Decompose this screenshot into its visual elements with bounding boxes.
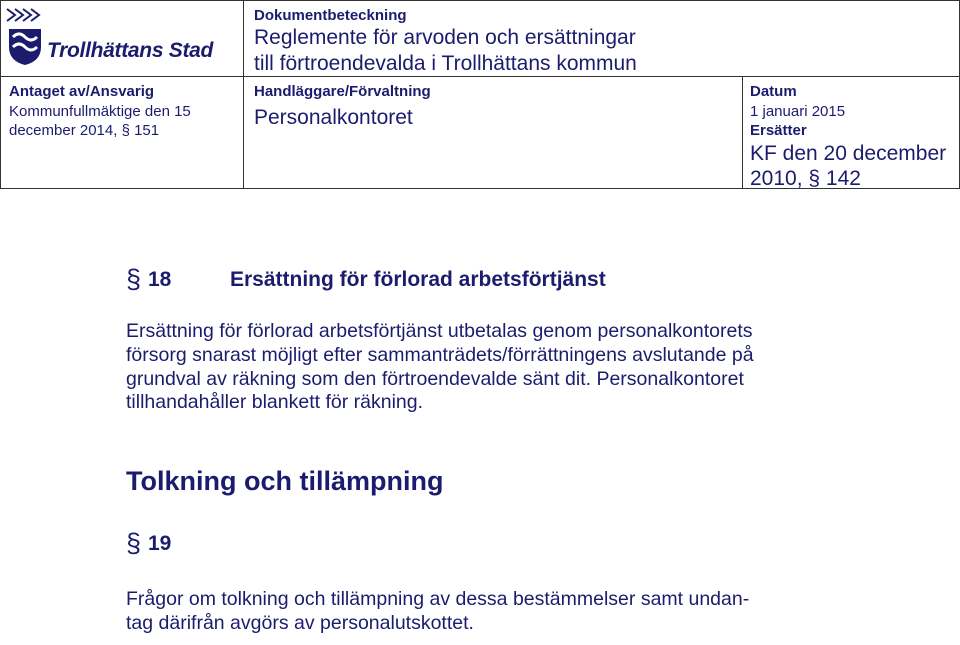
handler-label: Handläggare/Förvaltning	[254, 83, 431, 100]
section-title: Ersättning för förlorad arbetsförtjänst	[230, 268, 606, 291]
document-label: Dokumentbeteckning	[254, 7, 407, 24]
header-column-divider	[742, 76, 743, 188]
section-19-line-1: Frågor om tolkning och tillämpning av dessa bestämmelser samt undan-	[126, 588, 750, 610]
section-18-line-1: Ersättning för förlorad arbetsförtjänst utbetalas genom personalkontorets	[126, 320, 753, 342]
adopted-label: Antaget av/Ansvarig	[9, 83, 155, 100]
handler-value: Personalkontoret	[254, 106, 413, 129]
document-title-line-2: till förtroendevalda i Trollhättans kommun	[254, 52, 637, 75]
replaces-label: Ersätter	[750, 122, 807, 139]
logo-text: Trollhättans Stad	[47, 39, 214, 62]
section-number: 19	[148, 532, 172, 555]
section-18-line-4: tillhandahåller blankett för räkning.	[126, 391, 424, 413]
document-header	[0, 0, 960, 189]
interpretation-heading: Tolkning och tillämpning	[126, 466, 444, 496]
adopted-line-1: Kommunfullmäktige den 15	[9, 103, 191, 120]
section-18-line-3: grundval av räkning som den förtroendevalde sänt dit. Personalkontoret	[126, 368, 744, 390]
date-label: Datum	[750, 83, 797, 100]
header-column-divider	[243, 1, 244, 188]
section-18-line-2: försorg snarast möjligt efter sammanträdets/förrättningens avslutande på	[126, 344, 754, 366]
adopted-line-2: december 2014, § 151	[9, 122, 160, 139]
section-symbol: §	[126, 264, 142, 294]
replaces-line-1: KF den 20 december	[750, 142, 947, 165]
trollhattan-logo	[5, 7, 241, 73]
document-title-line-1: Reglemente för arvoden och ersättningar	[254, 26, 636, 49]
section-number: 18	[148, 268, 172, 291]
coat-of-arms-icon	[5, 7, 45, 67]
date-value: 1 januari 2015	[750, 103, 846, 120]
header-divider	[1, 76, 959, 77]
replaces-line-2: 2010, § 142	[750, 167, 861, 190]
section-19-line-2: tag därifrån avgörs av personalutskottet.	[126, 612, 474, 634]
section-symbol: §	[126, 528, 142, 558]
